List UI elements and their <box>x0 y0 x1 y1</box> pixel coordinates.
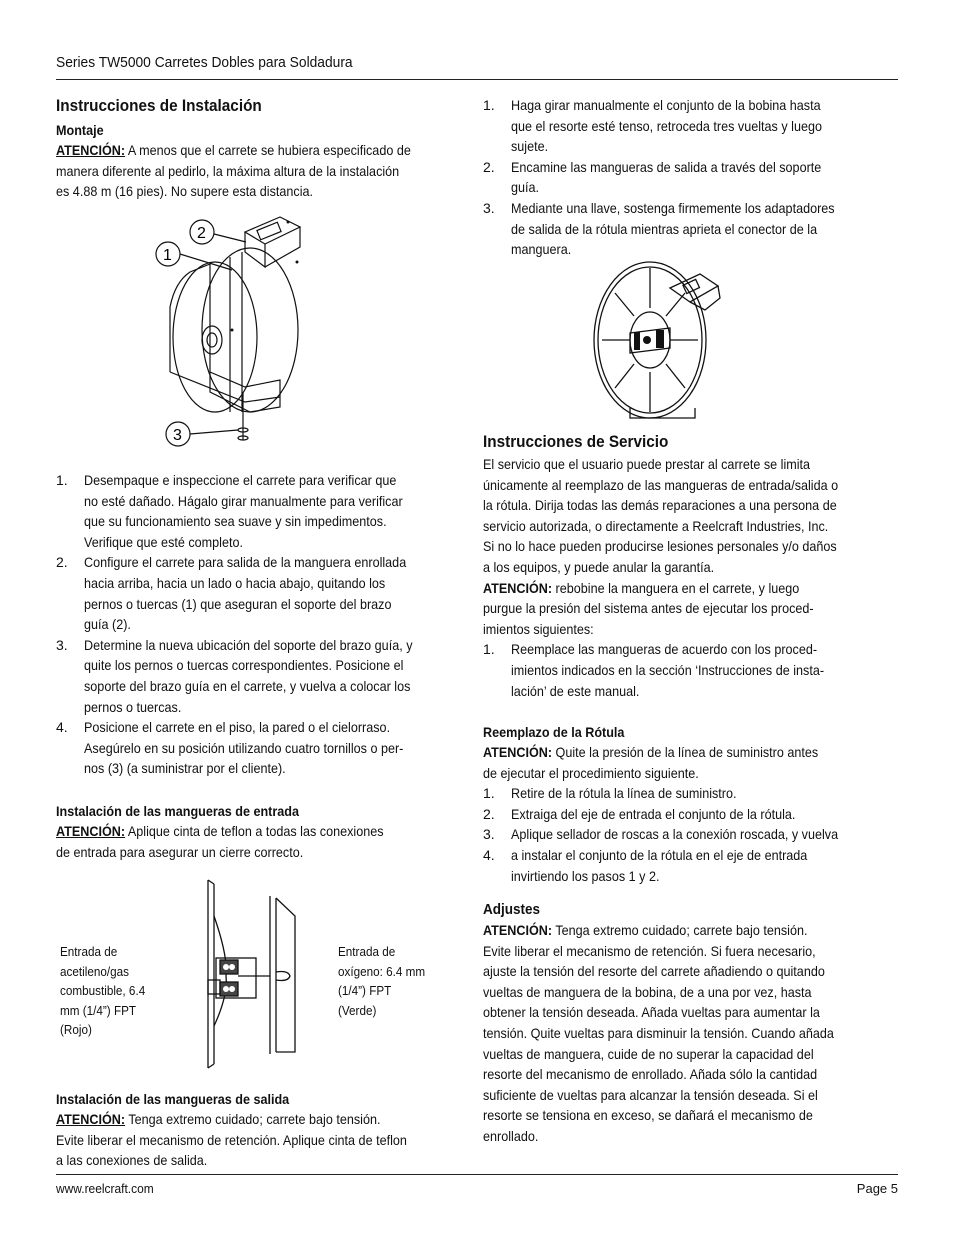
callout-1: 1 <box>163 247 172 264</box>
list-item: 2. Encamine las mangueras de salida a través del soporte guía. <box>483 158 822 196</box>
inlet-section-figure <box>180 876 310 1072</box>
service-steps <box>483 639 883 701</box>
output-steps <box>483 95 883 260</box>
service-text: a los equipos, y puede anular la garantía. <box>483 558 715 575</box>
rotula-text: de ejecutar el procedimiento siguiente. <box>483 764 699 781</box>
left-column <box>56 95 446 202</box>
list-item: 1. Retire de la rótula la línea de suministro. <box>483 785 737 802</box>
list-item: 4. a instalar el conjunto de la rótula en el eje de entrada invirtiendo los pasos 1 y 2. <box>483 846 808 884</box>
montaje-text: ATENCIÓN: A menos que el carrete se hubiera especificado de <box>56 142 411 158</box>
callout-3: 3 <box>173 427 182 444</box>
adjustes-text: tensión. Quite vueltas para disminuir la tensión. Cuando añada <box>483 1024 834 1041</box>
entrada-heading: Instalación de las mangueras de entrada <box>56 803 299 819</box>
rotula-steps <box>483 783 883 886</box>
adjustes-heading: Adjustes <box>483 901 541 918</box>
page-number: Page 5 <box>856 1181 898 1196</box>
salida-section <box>56 1089 456 1171</box>
service-heading: Instrucciones de Servicio <box>483 432 669 451</box>
salida-heading: Instalación de las mangueras de salida <box>56 1091 290 1107</box>
service-text: servicio autorizada, o directamente a Reelcraft Industries, Inc. <box>483 517 829 534</box>
list-item: 1. Haga girar manualmente el conjunto de la bobina hasta que el resorte esté tenso, retroceda tres vueltas y luego sujete. <box>483 97 822 155</box>
service-section <box>483 431 883 701</box>
page-header: Series TW5000 Carretes Dobles para Soldadura <box>56 54 353 71</box>
rotula-heading: Reemplazo de la Rótula <box>483 724 625 740</box>
adjustes-text: Evite liberar el mecanismo de retención. Si fuera necesario, <box>483 942 816 959</box>
salida-text: a las conexiones de salida. <box>56 1152 208 1169</box>
attention-label: ATENCIÓN: <box>56 142 126 158</box>
list-item: 4. Posicione el carrete en el piso, la pared o el cielorraso. Asegúrelo en su posición utilizando cuatro tornillos o per- nos (3) (a suministrar por el cliente). <box>56 719 404 777</box>
adjustes-text: enrollado. <box>483 1127 539 1144</box>
adjustes-text: resorte se tensiona en exceso, se dañará el mecanismo de <box>483 1107 813 1124</box>
callout-2: 2 <box>197 225 206 242</box>
adjustes-text: obtener la tensión deseada. Añada vueltas para aumentar la <box>483 1004 820 1021</box>
install-steps <box>56 470 456 779</box>
service-text: únicamente al reemplazo de las mangueras de entrada/salida o <box>483 476 839 493</box>
adjustes-text: vueltas de manguera, cuide de no superar la capacidad del <box>483 1045 814 1062</box>
montaje-text: manera diferente al pedirlo, la máxima altura de la instalación <box>56 162 400 179</box>
salida-text: ATENCIÓN: Tenga extremo cuidado; carrete bajo tensión. <box>56 1111 381 1127</box>
list-item: 3. Determine la nueva ubicación del soporte del brazo guía, y quite los pernos o tuercas correspondientes. Posicione el soporte del brazo guía en el carrete, y vuelva a colocar los pernos o tuercas. <box>56 636 413 715</box>
rotula-section <box>483 722 883 886</box>
adjustes-section <box>483 900 883 1147</box>
service-att-text: imientos siguientes: <box>483 620 594 637</box>
footer-rule <box>56 1174 898 1175</box>
entrada-text: ATENCIÓN: Aplique cinta de teflon a todas las conexiones <box>56 823 384 839</box>
list-item: 2. Extraiga del eje de entrada el conjunto de la rótula. <box>483 805 796 822</box>
list-item: 2. Configure el carrete para salida de la manguera enrollada hacia arriba, hacia un lado o hacia abajo, quitando los pernos o tuercas (1) que aseguran el soporte del brazo guía (2). <box>56 554 407 633</box>
reel-front-figure <box>590 258 730 424</box>
montaje-heading: Montaje <box>56 122 104 138</box>
service-att-text: purgue la presión del sistema antes de ejecutar los proced- <box>483 600 814 617</box>
service-text: El servicio que el usuario puede prestar al carrete se limita <box>483 456 811 472</box>
adjustes-text: vueltas de manguera de la bobina, de a una por vez, hasta <box>483 983 812 1000</box>
entrada-text: de entrada para asegurar un cierre correcto. <box>56 843 304 860</box>
header-rule <box>56 79 898 80</box>
service-text: Si no lo hace pueden producirse lesiones personales y/o daños <box>483 538 837 555</box>
salida-text: Evite liberar el mecanismo de retención. Aplique cinta de teflon <box>56 1131 407 1148</box>
adjustes-text: resorte del mecanismo de enrollado. Añada sólo la cantidad <box>483 1066 818 1083</box>
reel-mounting-figure <box>150 212 310 452</box>
list-item: 1. Desempaque e inspeccione el carrete para verificar que no esté dañado. Hágalo girar manualmente para verificar que su funcionamiento sea suave y sin impedimentos. Verifique que esté completo. <box>56 472 403 550</box>
adjustes-text: ajuste la tensión del resorte del carrete añadiendo o quitando <box>483 963 825 980</box>
entrada-section <box>56 801 456 862</box>
montaje-text: es 4.88 m (16 pies). No supere esta distancia. <box>56 183 314 200</box>
list-item: 3. Mediante una llave, sostenga firmemente los adaptadores de salida de la rótula mientras aprieta el conector de la manguera. <box>483 199 835 258</box>
adjustes-text: suficiente de vueltas para alcanzar la tensión deseada. Si el <box>483 1086 818 1103</box>
rotula-text: ATENCIÓN: Quite la presión de la línea de suministro antes <box>483 744 819 760</box>
fig2-right-caption: Entrada de oxígeno: 6.4 mm (1/4”) FPT (Verde) <box>338 944 426 1018</box>
adjustes-text: ATENCIÓN: Tenga extremo cuidado; carrete bajo tensión. <box>483 922 808 938</box>
service-att-text: ATENCIÓN: rebobine la manguera en el carrete, y luego <box>483 579 800 596</box>
left-steps <box>56 470 456 779</box>
footer-url[interactable]: www.reelcraft.com <box>56 1181 154 1196</box>
fig2-left-caption: Entrada de acetileno/gas combustible, 6.4 mm (1/4”) FPT (Rojo) <box>60 944 146 1037</box>
list-item: 3. Aplique sellador de roscas a la conexión roscada, y vuelva <box>483 826 839 843</box>
right-steps <box>483 95 883 260</box>
install-heading: Instrucciones de Instalación <box>56 96 262 115</box>
service-text: la rótula. Dirija todas las demás reparaciones a una persona de <box>483 497 837 514</box>
list-item: 1. Reemplace las mangueras de acuerdo con los proced- imientos indicados en la sección ‘Instrucciones de insta- lación’ de este manual. <box>483 641 825 699</box>
